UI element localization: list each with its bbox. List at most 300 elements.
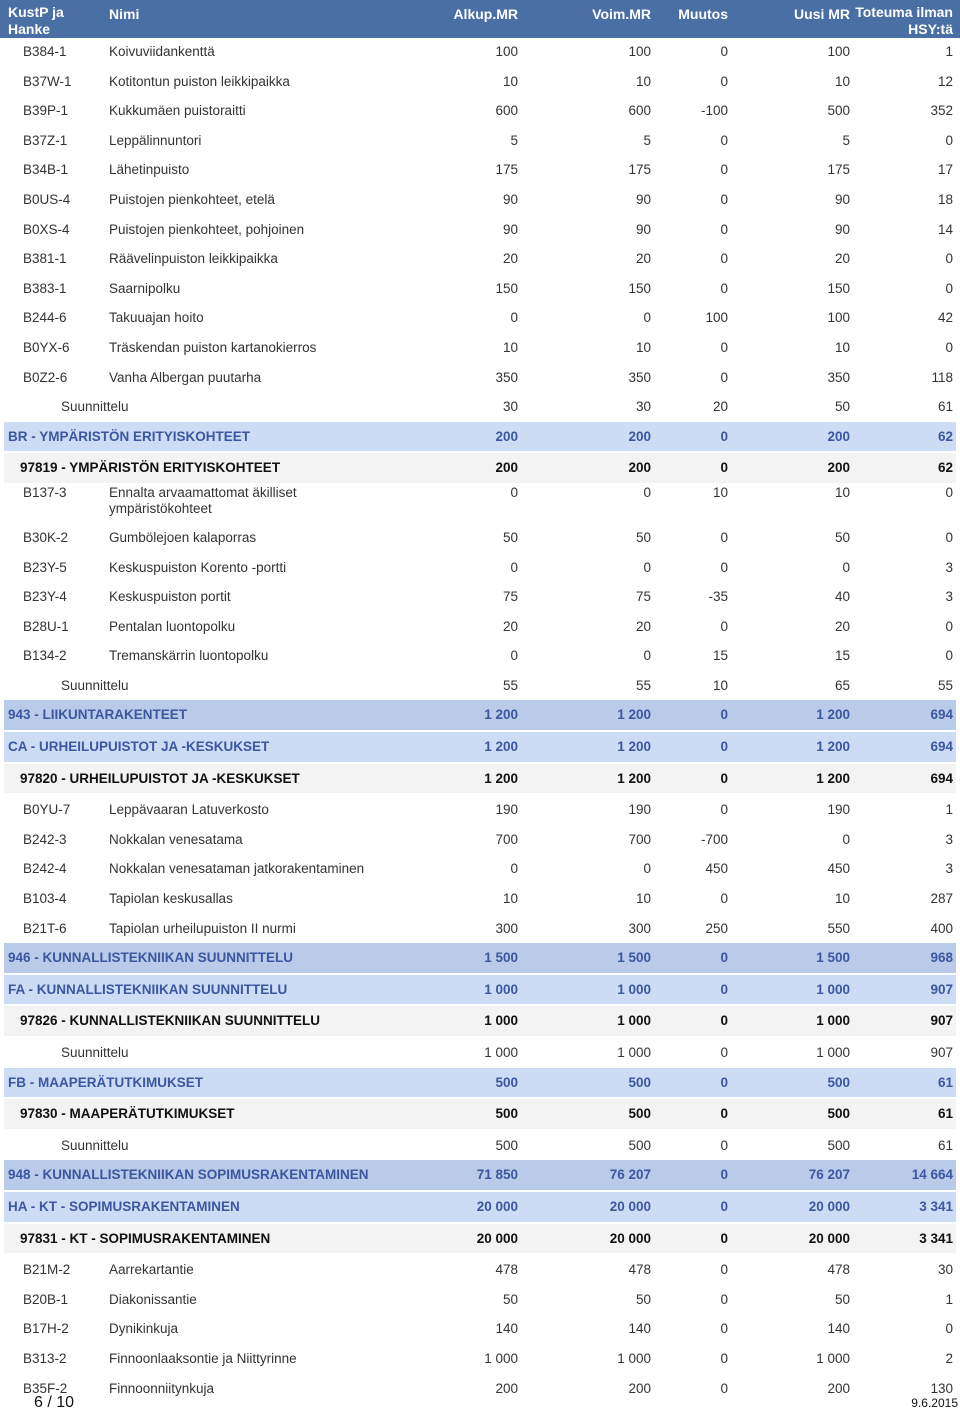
row-muutos: 0: [720, 891, 728, 907]
row-voim: 200: [628, 428, 651, 444]
row-muutos: 450: [705, 861, 728, 877]
group-row: [4, 975, 956, 1007]
row-uusi: 200: [827, 428, 850, 444]
row-muutos: 0: [720, 251, 728, 267]
row-name: 97830 - MAAPERÄTUTKIMUKSET: [20, 1106, 235, 1122]
table-row: [0, 1344, 960, 1374]
row-name: Finnoonniitynkuja: [109, 1380, 215, 1396]
row-toteuma: 694: [930, 739, 953, 755]
row-uusi: 140: [827, 1321, 850, 1337]
group-row: [4, 453, 956, 485]
row-muutos: 0: [720, 739, 728, 755]
group-row: [4, 732, 956, 764]
row-alkup: 90: [502, 191, 518, 207]
row-voim: 10: [635, 339, 651, 355]
row-muutos: -100: [700, 103, 728, 119]
row-voim: 350: [628, 369, 651, 385]
row-name: Kukkumäen puistoraitti: [109, 103, 246, 119]
group-row: [4, 1006, 956, 1038]
table-row: [0, 825, 960, 855]
row-muutos: 0: [720, 460, 728, 476]
row-code: B21T-6: [23, 920, 67, 936]
row-uusi: 500: [827, 1106, 850, 1122]
row-voim: 55: [635, 677, 651, 693]
row-voim: 50: [635, 529, 651, 545]
row-muutos: 0: [720, 1291, 728, 1307]
row-uusi: 5: [842, 132, 850, 148]
row-toteuma: 968: [930, 950, 953, 966]
row-uusi: 76 207: [808, 1167, 850, 1183]
row-toteuma: 42: [937, 310, 953, 326]
row-uusi: 500: [827, 1074, 850, 1090]
row-muutos: 0: [720, 73, 728, 89]
row-voim: 20 000: [609, 1198, 651, 1214]
row-toteuma: 352: [930, 103, 953, 119]
row-name: Kotitontun puiston leikkipaikka: [109, 73, 290, 89]
row-alkup: 20: [502, 618, 518, 634]
row-muutos: 0: [720, 162, 728, 178]
row-name: Koivuviidankenttä: [109, 44, 215, 59]
table-row: [0, 333, 960, 363]
row-uusi: 200: [827, 1380, 850, 1396]
table-row: [0, 67, 960, 97]
header-toteuma-column: [855, 4, 953, 38]
row-alkup: 1 200: [484, 707, 518, 723]
subtotal-row: [0, 1131, 960, 1161]
row-voim: 90: [635, 221, 651, 237]
row-voim: 30: [635, 399, 651, 415]
row-uusi: 10: [834, 73, 850, 89]
row-muutos: 0: [720, 339, 728, 355]
row-alkup: 1 200: [484, 770, 518, 786]
row-toteuma: 0: [945, 484, 953, 500]
row-toteuma: 61: [937, 399, 953, 415]
row-voim: 76 207: [609, 1167, 651, 1183]
row-code: B384-1: [23, 44, 67, 59]
row-uusi: 1 000: [816, 981, 850, 997]
row-name: Träskendan puiston kartanokierros: [109, 339, 317, 355]
group-row: [4, 422, 956, 454]
row-code: B20B-1: [23, 1291, 69, 1307]
row-alkup: 20 000: [476, 1230, 518, 1246]
row-muutos: 0: [720, 1013, 728, 1029]
subtotal-row: [0, 392, 960, 422]
row-uusi: 90: [834, 221, 850, 237]
table-row: [0, 215, 960, 245]
table-row: [0, 1314, 960, 1344]
row-alkup: 500: [495, 1074, 518, 1090]
table-row: [0, 1374, 960, 1404]
row-voim: 90: [635, 191, 651, 207]
table-row: [0, 363, 960, 393]
row-uusi: 550: [827, 920, 850, 936]
row-uusi: 1 200: [816, 739, 850, 755]
row-name: Gumbölejoen kalaporras: [109, 529, 257, 545]
header-name: Nimi: [109, 6, 140, 22]
row-voim: 0: [643, 648, 651, 664]
row-name: 948 - KUNNALLISTEKNIIKAN SOPIMUSRAKENTAMINEN: [8, 1167, 369, 1183]
row-voim: 0: [643, 484, 651, 500]
row-uusi: 350: [827, 369, 850, 385]
row-alkup: 200: [495, 460, 518, 476]
row-voim: 0: [643, 559, 651, 575]
header-toteuma-line2: HSY:tä: [908, 21, 953, 37]
row-toteuma: 694: [930, 707, 953, 723]
row-toteuma: 3: [945, 559, 953, 575]
row-toteuma: 12: [937, 73, 953, 89]
row-uusi: 50: [834, 399, 850, 415]
row-uusi: 0: [842, 559, 850, 575]
row-code: B21M-2: [23, 1262, 71, 1278]
row-muutos: 100: [705, 310, 728, 326]
row-toteuma: 2: [945, 1350, 953, 1366]
row-alkup: 175: [495, 162, 518, 178]
table-row: [0, 96, 960, 126]
row-alkup: 55: [502, 677, 518, 693]
row-name: FA - KUNNALLISTEKNIIKAN SUUNNITTELU: [8, 981, 288, 997]
row-muutos: 20: [712, 399, 728, 415]
row-code: B103-4: [23, 891, 67, 907]
row-muutos: 0: [720, 529, 728, 545]
row-alkup: 700: [495, 831, 518, 847]
row-toteuma: 907: [930, 1045, 953, 1060]
row-alkup: 0: [510, 559, 518, 575]
row-voim: 1 500: [617, 950, 651, 966]
header-uusi: Uusi MR: [794, 6, 850, 22]
row-alkup: 350: [495, 369, 518, 385]
row-toteuma: 62: [937, 428, 953, 444]
row-uusi: 20: [834, 618, 850, 634]
row-uusi: 1 500: [816, 950, 850, 966]
row-uusi: 100: [827, 310, 850, 326]
row-name: Nokkalan venesatama: [109, 831, 243, 847]
row-alkup: 10: [502, 73, 518, 89]
row-alkup: 500: [495, 1137, 518, 1153]
row-toteuma: 694: [930, 770, 953, 786]
row-toteuma: 1: [945, 802, 953, 818]
row-voim: 200: [628, 1380, 651, 1396]
row-code: B37W-1: [23, 73, 72, 89]
group-row: [4, 764, 956, 796]
row-toteuma: 30: [937, 1262, 953, 1278]
row-voim: 190: [628, 802, 651, 818]
row-alkup: 10: [502, 339, 518, 355]
row-toteuma: 0: [945, 618, 953, 634]
row-name: Saarnipolku: [109, 280, 181, 296]
row-muutos: 0: [720, 369, 728, 385]
row-toteuma: 1: [945, 44, 953, 59]
row-muutos: 0: [720, 44, 728, 59]
row-alkup: 20: [502, 251, 518, 267]
row-name: 97820 - URHEILUPUISTOT JA -KESKUKSET: [20, 770, 300, 786]
row-muutos: 10: [712, 677, 728, 693]
row-name: Lähetinpuisto: [109, 162, 190, 178]
table-row: [0, 641, 960, 671]
row-muutos: 0: [720, 1230, 728, 1246]
row-alkup: 10: [502, 891, 518, 907]
row-voim: 0: [643, 310, 651, 326]
row-muutos: 0: [720, 428, 728, 444]
row-toteuma: 907: [930, 1013, 953, 1029]
row-code: B383-1: [23, 280, 67, 296]
row-name: 97819 - YMPÄRISTÖN ERITYISKOHTEET: [20, 460, 281, 476]
row-muutos: 0: [720, 1137, 728, 1153]
print-date: 9.6.2015: [911, 1396, 958, 1410]
row-uusi: 90: [834, 191, 850, 207]
row-code: B23Y-5: [23, 559, 67, 575]
row-voim: 1 000: [617, 1350, 651, 1366]
table-row: [0, 155, 960, 185]
row-toteuma: 118: [931, 369, 953, 385]
row-uusi: 1 200: [816, 707, 850, 723]
group-row: [4, 1160, 956, 1192]
row-uusi: 500: [827, 103, 850, 119]
row-alkup: 50: [502, 1291, 518, 1307]
row-voim: 150: [628, 280, 651, 296]
row-code: B244-6: [23, 310, 67, 326]
row-name: Ennalta arvaamattomat äkilliset ympäristökohteet: [109, 484, 297, 516]
row-muutos: 0: [720, 1045, 728, 1060]
row-toteuma: 61: [937, 1106, 953, 1122]
row-uusi: 1 000: [816, 1013, 850, 1029]
table-row: [0, 485, 960, 523]
table-row: [0, 244, 960, 274]
row-voim: 5: [643, 132, 651, 148]
row-voim: 50: [635, 1291, 651, 1307]
row-voim: 500: [628, 1074, 651, 1090]
row-name: BR - YMPÄRISTÖN ERITYISKOHTEET: [8, 428, 251, 444]
row-uusi: 1 000: [816, 1045, 850, 1060]
row-voim: 0: [643, 861, 651, 877]
row-toteuma: 3: [945, 831, 953, 847]
row-toteuma: 17: [937, 162, 953, 178]
row-name: Puistojen pienkohteet, etelä: [109, 191, 275, 207]
row-alkup: 190: [495, 802, 518, 818]
row-toteuma: 14: [937, 221, 953, 237]
row-toteuma: 62: [937, 460, 953, 476]
row-uusi: 50: [834, 529, 850, 545]
row-alkup: 0: [510, 648, 518, 664]
table-row: [0, 1285, 960, 1315]
row-muutos: -35: [708, 589, 728, 605]
row-toteuma: 130: [930, 1380, 953, 1396]
row-voim: 75: [635, 589, 651, 605]
subtotal-row: [0, 671, 960, 701]
row-code: B0YX-6: [23, 339, 70, 355]
row-alkup: 90: [502, 221, 518, 237]
row-name: 946 - KUNNALLISTEKNIIKAN SUUNNITTELU: [8, 950, 294, 966]
row-voim: 200: [628, 460, 651, 476]
row-uusi: 20: [834, 251, 850, 267]
header-code-line2: Hanke: [8, 21, 51, 37]
row-alkup: 30: [502, 399, 518, 415]
row-uusi: 10: [834, 891, 850, 907]
table-header: [0, 0, 960, 38]
row-code: B37Z-1: [23, 132, 68, 148]
row-uusi: 150: [827, 280, 850, 296]
row-alkup: 1 000: [484, 1045, 518, 1060]
row-toteuma: 0: [945, 251, 953, 267]
row-name: Diakonissantie: [109, 1291, 197, 1307]
row-name: Leppälinnuntori: [109, 132, 202, 148]
row-alkup: 0: [510, 861, 518, 877]
row-alkup: 5: [510, 132, 518, 148]
row-uusi: 10: [834, 339, 850, 355]
row-voim: 300: [628, 920, 651, 936]
row-name: HA - KT - SOPIMUSRAKENTAMINEN: [8, 1198, 240, 1214]
row-name: Tapiolan keskusallas: [109, 891, 233, 907]
row-name: Suunnittelu: [61, 399, 129, 415]
row-code: B381-1: [23, 251, 67, 267]
table-row: [0, 582, 960, 612]
row-toteuma: 61: [937, 1074, 953, 1090]
row-alkup: 150: [495, 280, 518, 296]
row-alkup: 75: [502, 589, 518, 605]
row-uusi: 450: [827, 861, 850, 877]
row-name: Takuuajan hoito: [109, 310, 204, 326]
row-uusi: 15: [834, 648, 850, 664]
row-name: 943 - LIIKUNTARAKENTEET: [8, 707, 188, 723]
row-voim: 1 200: [617, 739, 651, 755]
table-row: [0, 274, 960, 304]
row-alkup: 50: [502, 529, 518, 545]
row-code: B23Y-4: [23, 589, 67, 605]
row-toteuma: 3: [945, 589, 953, 605]
row-toteuma: 907: [930, 981, 953, 997]
subtotal-row: [0, 1038, 960, 1068]
row-code: B0YU-7: [23, 802, 71, 818]
header-muutos: Muutos: [678, 6, 728, 22]
row-name: Suunnittelu: [61, 677, 129, 693]
row-voim: 500: [628, 1106, 651, 1122]
row-uusi: 478: [827, 1262, 850, 1278]
table-row: [0, 854, 960, 884]
row-toteuma: 3: [945, 861, 953, 877]
row-name: Suunnittelu: [61, 1045, 129, 1060]
row-voim: 1 000: [617, 1045, 651, 1060]
row-muutos: 0: [720, 770, 728, 786]
row-voim: 10: [635, 73, 651, 89]
row-code: B0Z2-6: [23, 369, 68, 385]
row-muutos: 0: [720, 618, 728, 634]
row-uusi: 1 200: [816, 770, 850, 786]
row-muutos: -700: [700, 831, 728, 847]
header-voim: Voim.MR: [592, 6, 651, 22]
row-uusi: 40: [834, 589, 850, 605]
header-alkup: Alkup.MR: [453, 6, 518, 22]
row-alkup: 200: [495, 428, 518, 444]
row-voim: 1 000: [617, 981, 651, 997]
row-toteuma: 0: [945, 648, 953, 664]
row-alkup: 0: [510, 484, 518, 500]
row-toteuma: 55: [937, 677, 953, 693]
row-alkup: 0: [510, 310, 518, 326]
row-uusi: 200: [827, 460, 850, 476]
row-alkup: 1 200: [484, 739, 518, 755]
row-name: FB - MAAPERÄTUTKIMUKSET: [8, 1074, 203, 1090]
group-row: [4, 1099, 956, 1131]
row-uusi: 50: [834, 1291, 850, 1307]
row-uusi: 10: [834, 484, 850, 500]
row-muutos: 0: [720, 1198, 728, 1214]
row-name: Dynikinkuja: [109, 1321, 179, 1337]
row-muutos: 0: [720, 707, 728, 723]
row-name: Suunnittelu: [61, 1137, 129, 1153]
row-alkup: 140: [495, 1321, 518, 1337]
row-toteuma: 287: [930, 891, 953, 907]
group-row: [4, 943, 956, 975]
row-uusi: 1 000: [816, 1350, 850, 1366]
row-voim: 1 200: [617, 707, 651, 723]
header-code-line1: KustP ja: [8, 4, 64, 20]
row-muutos: 0: [720, 280, 728, 296]
row-toteuma: 1: [945, 1291, 953, 1307]
table-row: [0, 37, 960, 67]
row-muutos: 250: [705, 920, 728, 936]
table-row: [0, 185, 960, 215]
row-muutos: 0: [720, 132, 728, 148]
row-uusi: 100: [827, 44, 850, 59]
row-name: Puistojen pienkohteet, pohjoinen: [109, 221, 305, 237]
row-voim: 140: [628, 1321, 651, 1337]
row-uusi: 500: [827, 1137, 850, 1153]
row-code: B242-4: [23, 861, 67, 877]
row-alkup: 478: [495, 1262, 518, 1278]
row-muutos: 0: [720, 559, 728, 575]
row-toteuma: 0: [945, 1321, 953, 1337]
row-toteuma: 61: [937, 1137, 953, 1153]
group-row: [4, 1192, 956, 1224]
row-name: Tremanskärrin luontopolku: [109, 648, 269, 664]
row-alkup: 20 000: [476, 1198, 518, 1214]
table-row: [0, 1255, 960, 1285]
row-voim: 700: [628, 831, 651, 847]
row-alkup: 71 850: [476, 1167, 518, 1183]
row-uusi: 20 000: [808, 1198, 850, 1214]
row-muutos: 15: [712, 648, 728, 664]
row-muutos: 0: [720, 1106, 728, 1122]
row-muutos: 0: [720, 981, 728, 997]
table-row: [0, 612, 960, 642]
group-row: [4, 1224, 956, 1256]
row-muutos: 0: [720, 802, 728, 818]
row-muutos: 0: [720, 221, 728, 237]
row-voim: 175: [628, 162, 651, 178]
row-name: Vanha Albergan puutarha: [109, 369, 262, 385]
row-voim: 100: [628, 44, 651, 59]
table-body: [0, 37, 960, 1403]
table-row: [0, 884, 960, 914]
row-code: B313-2: [23, 1350, 67, 1366]
row-code: B30K-2: [23, 529, 69, 545]
row-code: B34B-1: [23, 162, 69, 178]
row-name: Räävelinpuiston leikkipaikka: [109, 251, 278, 267]
row-uusi: 20 000: [808, 1230, 850, 1246]
row-muutos: 0: [720, 1350, 728, 1366]
row-name: Pentalan luontopolku: [109, 618, 236, 634]
row-alkup: 1 000: [484, 1013, 518, 1029]
row-toteuma: 18: [937, 191, 953, 207]
row-toteuma: 0: [945, 529, 953, 545]
table-row: [0, 914, 960, 944]
row-voim: 10: [635, 891, 651, 907]
row-muutos: 0: [720, 1262, 728, 1278]
row-name: Aarrekartantie: [109, 1262, 194, 1278]
row-code: B39P-1: [23, 103, 69, 119]
row-alkup: 1 500: [484, 950, 518, 966]
header-toteuma-line1: Toteuma ilman: [855, 4, 953, 20]
row-voim: 20: [635, 618, 651, 634]
